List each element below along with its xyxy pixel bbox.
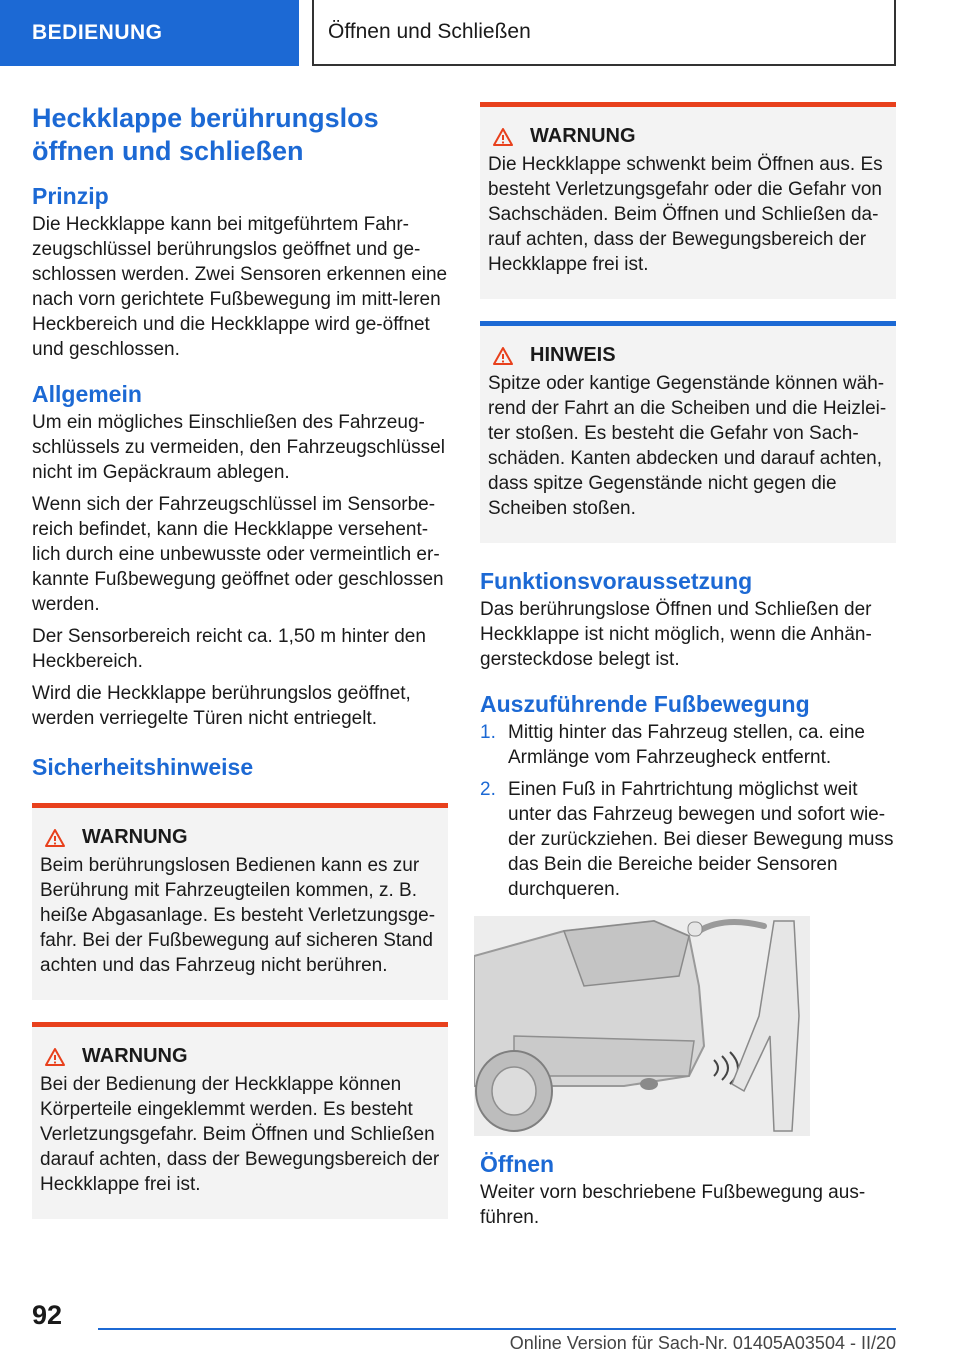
warning-label: WARNUNG <box>82 826 188 848</box>
hint-box <box>480 321 896 543</box>
car-rear-illustration <box>474 916 810 1136</box>
steps-list <box>480 720 896 902</box>
section-heading-oeffnen: Öffnen <box>480 1151 555 1177</box>
section-heading-prinzip: Prinzip <box>32 183 109 209</box>
allgemein-paragraph: Wird die Heckklappe berührungslos geöffnet, werden verriegelte Türen nicht entriegelt. <box>32 683 411 729</box>
section-heading-sicherheit: Sicherheitshinweise <box>32 754 254 780</box>
warning-text: Die Heckklappe schwenkt beim Öffnen aus. Es besteht Verletzungsgefahr oder die Gefahr von Sachschäden. Beim Öffnen und Schließen da-rauf achten, dass der Bewegungsbereich der Heckklappe frei ist. <box>488 154 883 275</box>
step-text: Einen Fuß in Fahrtrichtung möglichst weit unter das Fahrzeug bewegen und sofort wie-der zurückziehen. Bei dieser Bewegung muss das Bein die Bereiche beider Sensoren durchqueren. <box>508 779 894 900</box>
section-tab: BEDIENUNG <box>0 0 299 66</box>
page-title: Heckklappe berührungslos öffnen und schließen <box>32 103 379 166</box>
prinzip-text: Die Heckklappe kann bei mitgeführtem Fahr-zeugschlüssel berührungslos geöffnet und ge-schlossen werden. Zwei Sensoren erkennen eine nach vorn gerichtete Fußbewegung im mitt-leren Heckbereich und die Heckklappe wird ge-öffnet und geschlossen. <box>32 214 448 360</box>
oeffnen-text: Weiter vorn beschriebene Fußbewegung aus-führen. <box>480 1182 866 1228</box>
warning-text: Beim berührungslosen Bedienen kann es zur Berührung mit Fahrzeugteilen kommen, z. B. heiße Abgasanlage. Es besteht Verletzungsge-fahr. Bei der Fußbewegung auf sicheren Stand achten und das Fahrzeug nicht berühren. <box>40 855 436 976</box>
warning-text: Bei der Bedienung der Heckklappe können Körperteile eingeklemmt werden. Es besteht Verletzungsgefahr. Beim Öffnen und Schließen darauf achten, dass der Bewegungsbereich der Heckklappe frei ist. <box>40 1074 440 1195</box>
illustration-foot-gesture <box>474 916 810 1136</box>
step-text: Mittig hinter das Fahrzeug stellen, ca. eine Armlänge vom Fahrzeugheck entfernt. <box>508 722 865 768</box>
section-heading-fussbewegung: Auszuführende Fußbewegung <box>480 691 810 717</box>
hint-text: Spitze oder kantige Gegenstände können wäh-rend der Fahrt an die Scheiben und die Heizlei-ter stoßen. Es besteht die Gefahr von Sach-schäden. Kanten abdecken und darauf achten, dass spitze Gegenstände nicht gegen die Scheiben stoßen. <box>488 373 887 519</box>
left-column <box>32 102 448 1239</box>
warning-label: WARNUNG <box>82 1045 188 1067</box>
right-column <box>480 102 896 1237</box>
hint-triangle-icon <box>492 346 514 366</box>
warning-box <box>32 803 448 1000</box>
page-header-title: Öffnen und Schließen <box>312 0 896 66</box>
section-heading-allgemein: Allgemein <box>32 381 142 407</box>
warning-label: WARNUNG <box>530 125 636 147</box>
hint-label: HINWEIS <box>530 344 616 366</box>
list-item <box>480 720 896 770</box>
step-number: 1. <box>480 722 496 743</box>
warning-triangle-icon <box>44 1047 66 1067</box>
warning-box <box>480 102 896 299</box>
warning-box <box>32 1022 448 1219</box>
warning-triangle-icon <box>44 828 66 848</box>
allgemein-paragraph: Um ein mögliches Einschließen des Fahrzeug-schlüssels zu vermeiden, den Fahrzeugschlüssel nicht im Gepäckraum ablegen. <box>32 412 445 483</box>
step-number: 2. <box>480 779 496 800</box>
list-item <box>480 777 896 902</box>
allgemein-paragraph: Wenn sich der Fahrzeugschlüssel im Sensorbe-reich befindet, kann die Heckklappe versehent-lich durch eine unbewusste oder vermeintlich er-kannte Fußbewegung geöffnet oder geschlossen werden. <box>32 494 444 615</box>
warning-triangle-icon <box>492 127 514 147</box>
section-heading-funktion: Funktionsvoraussetzung <box>480 568 753 594</box>
footer-version-text: Online Version für Sach-Nr. 01405A03504 - II/20 <box>509 1333 896 1353</box>
funktion-text: Das berührungslose Öffnen und Schließen der Heckklappe ist nicht möglich, wenn die Anhän-gersteckdose belegt ist. <box>480 599 872 670</box>
page-number: 92 <box>32 1300 63 1330</box>
allgemein-paragraph: Der Sensorbereich reicht ca. 1,50 m hinter den Heckbereich. <box>32 626 426 672</box>
